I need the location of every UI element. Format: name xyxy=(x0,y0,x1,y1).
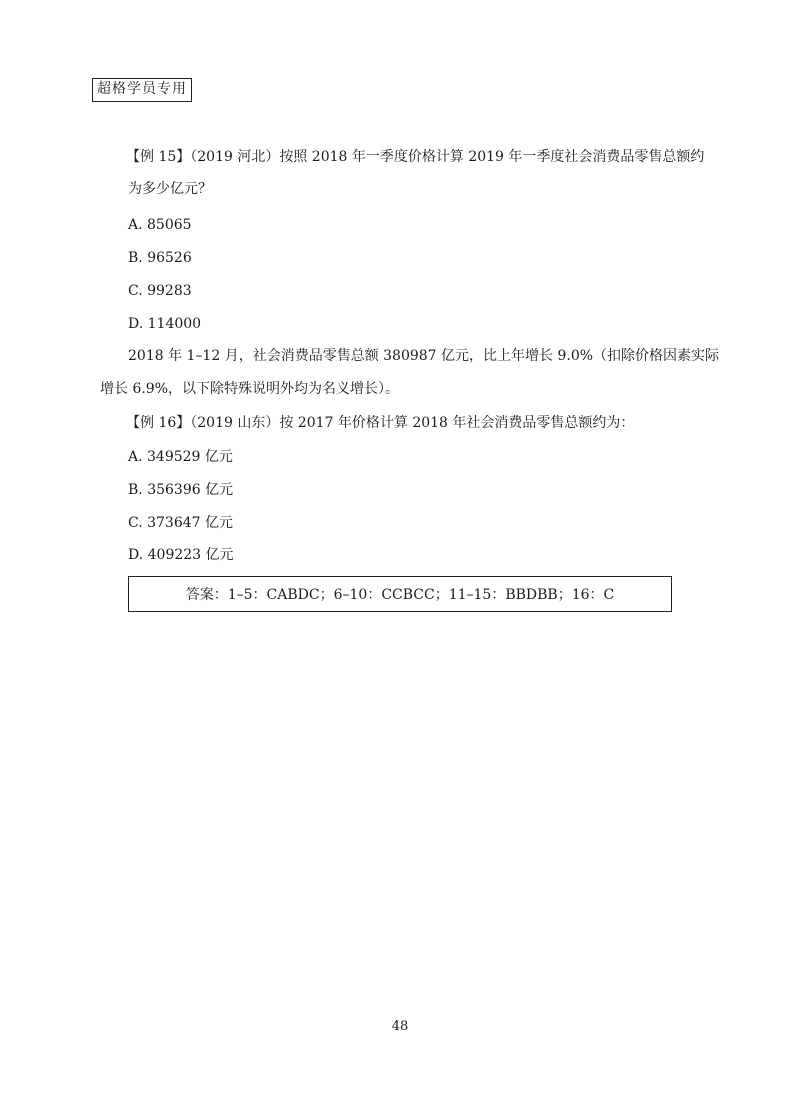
example15-option-d: D. 114000 xyxy=(128,316,202,332)
material-line2: 增长 6.9%，以下除特殊说明外均为名义增长）。 xyxy=(100,381,400,397)
example15-question-line2: 为多少亿元？ xyxy=(128,181,212,197)
answer-key-box xyxy=(128,576,672,612)
example16-option-b: B. 356396 亿元 xyxy=(128,482,234,498)
example16-option-d: D. 409223 亿元 xyxy=(128,547,234,563)
answer-key-text: 答案：1–5：CABDC；6–10：CCBCC；11–15：BBDBB；16：C xyxy=(185,587,615,603)
example15-option-a: A. 85065 xyxy=(128,217,192,233)
material-line1: 2018 年 1–12 月，社会消费品零售总额 380987 亿元，比上年增长 9.0%（扣除价格因素实际 xyxy=(128,348,720,364)
page-number: 48 xyxy=(391,1019,409,1034)
example15-question-line1: 【例 15】（2019 河北）按照 2018 年一季度价格计算 2019 年一季度社会消费品零售总额约 xyxy=(126,149,705,165)
example15-option-c: C. 99283 xyxy=(128,283,192,299)
example16-option-c: C. 373647 亿元 xyxy=(128,515,234,531)
exclusive-tag: 超格学员专用 xyxy=(92,78,192,102)
example16-question: 【例 16】（2019 山东）按 2017 年价格计算 2018 年社会消费品零售总额约为： xyxy=(126,415,635,431)
example16-option-a: A. 349529 亿元 xyxy=(128,449,233,465)
example15-option-b: B. 96526 xyxy=(128,250,192,266)
